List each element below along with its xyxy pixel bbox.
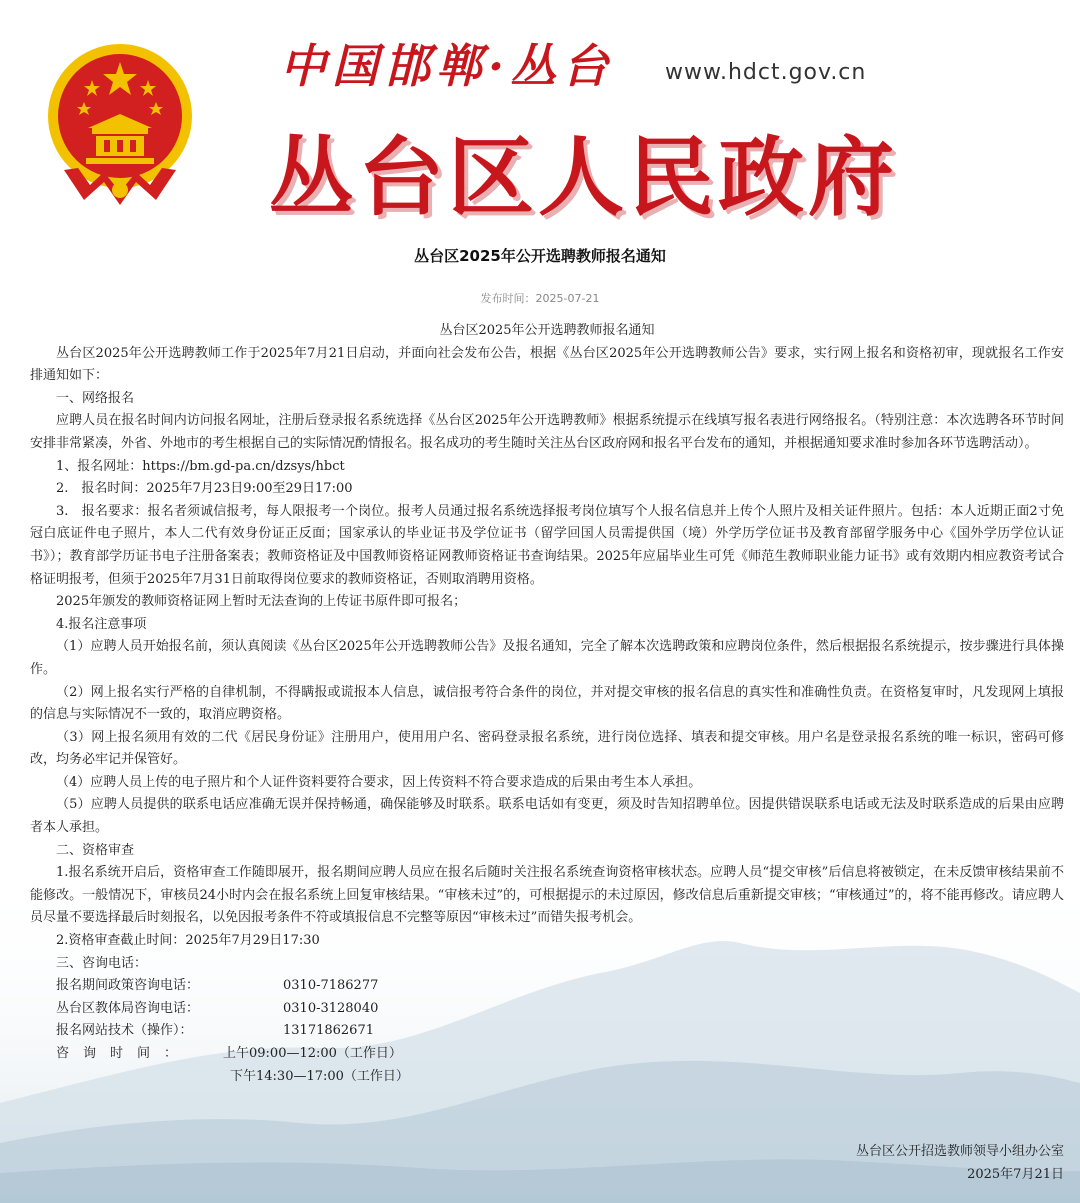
hours-morning: 上午09:00—12:00（工作日）	[223, 1046, 402, 1061]
signature-block	[856, 1141, 1064, 1186]
publish-info	[0, 290, 1080, 306]
paragraph: （3）网上报名须用有效的二代《居民身份证》注册用户，使用用户名、密码登录报名系统，进行岗位选择、填表和提交审核。用户名是登录报名系统的唯一标识，密码可修改，均务必牢记并保管好。	[30, 729, 1064, 768]
paragraph: 2025年颁发的教师资格证网上暂时无法查询的上传证书原件即可报名；	[56, 594, 467, 610]
tagline: 中国邯郸·丛台	[280, 39, 615, 93]
paragraph: （2）网上报名实行严格的自律机制，不得瞒报或谎报本人信息，诚信报考符合条件的岗位，并对提交审核的报名信息的真实性和准确性负责。在资格复审时，凡发现网上填报的信息与实际情况不一致的，取消应聘资格。	[30, 684, 1064, 723]
hours-afternoon: 下午14:30—17:00（工作日）	[230, 1068, 409, 1084]
contact-phone: 13171862671	[283, 1023, 374, 1039]
contact-row	[30, 975, 1064, 998]
contact-label: 报名网站技术（操作）：	[56, 1023, 193, 1039]
paragraph: 1.报名系统开启后，资格审查工作随即展开，报名期间应聘人员应在报名后随时关注报名系统查询资格审核状态。应聘人员“提交审核”后信息将被锁定，在未反馈审核结果前不能修改。一般情况下，审核员24小时内会在报名系统上回复审核结果。“审核未过”的，可根据提示的未过原因，修改信息后重新提交审核；“审核通过”的，将不能再修改。请应聘人员尽量不要选择最后时刻报名，以免因报考条件不符或填报信息不完整等原因“审核未过”而错失报考机会。	[30, 865, 1064, 926]
body-title: 丛台区2025年公开选聘教师报名通知	[439, 323, 655, 338]
paragraph: 应聘人员在报名时间内访问报名网址，注册后登录报名系统选择《丛台区2025年公开选聘教师》根据系统提示在线填写报名表进行网络报名。（特别注意：本次选聘各环节时间安排非常紧凑，外省、外地市的考生根据自己的实际情况酌情报名。报名成功的考生随时关注丛台区政府网和报名平台发布的通知，并根据通知要求准时参加各环节选聘活动）。	[30, 413, 1064, 451]
section-heading: 二、资格审查	[56, 842, 135, 858]
article-body	[30, 320, 1064, 1088]
hours-row	[30, 1043, 1064, 1066]
government-title: 丛台区人民政府	[268, 127, 898, 228]
hours-row	[30, 1066, 1064, 1089]
publish-label: 发布时间：	[480, 292, 536, 305]
publish-date: 2025-07-21	[535, 292, 600, 305]
paragraph: 2. 报名时间：2025年7月23日9:00至29日17:00	[56, 481, 353, 497]
paragraph: 丛台区2025年公开选聘教师工作于2025年7月21日启动，并面向社会发布公告，根据《丛台区2025年公开选聘教师公告》要求，实行网上报名和资格初审，现就报名工作安排通知如下：	[30, 345, 1064, 384]
signature-date: 2025年7月21日	[967, 1166, 1064, 1182]
contact-label: 报名期间政策咨询电话：	[56, 978, 200, 994]
site-url[interactable]: www.hdct.gov.cn	[665, 60, 867, 85]
contact-phone: 0310-7186277	[283, 978, 379, 994]
section-heading: 4.报名注意事项	[56, 616, 147, 632]
paragraph: （5）应聘人员提供的联系电话应准确无误并保持畅通，确保能够及时联系。联系电话如有变更，须及时告知招聘单位。因提供错误联系电话或无法及时联系造成的后果由应聘者本人承担。	[30, 797, 1064, 836]
contact-row	[30, 998, 1064, 1021]
site-header	[0, 0, 1080, 228]
paragraph: （4）应聘人员上传的电子照片和个人证件资料要符合要求，因上传资料不符合要求造成的后果由考生本人承担。	[56, 774, 702, 790]
national-emblem-icon	[44, 40, 196, 210]
contact-label: 丛台区教体局咨询电话：	[56, 1000, 200, 1016]
paragraph: 3. 报名要求：报名者须诚信报考，每人限报考一个岗位。报考人员通过报名系统选择报考岗位填写个人报名信息并上传个人照片及相关证件照片。包括：本人近期正面2寸免冠白底证件电子照片，本人二代有效身份证正反面；国家承认的毕业证书及学位证书（留学回国人员需提供国（境）外学历学位证书及教育部留学服务中心《国外学历学位认证书》）；教育部学历证书电子注册备案表；教师资格证及中国教师资格证网教师资格证书查询结果。2025年应届毕业生可凭《师范生教师职业能力证书》或有效期内相应教资考试合格证明报考，但须于2025年7月31日前取得岗位要求的教师资格证，否则取消聘用资格。	[30, 503, 1064, 587]
signature-org: 丛台区公开招选教师领导小组办公室	[855, 1144, 1064, 1159]
paragraph: （1）应聘人员开始报名前，须认真阅读《丛台区2025年公开选聘教师公告》及报名通知，完全了解本次选聘政策和应聘岗位条件，然后根据报名系统提示，按步骤进行具体操作。	[30, 639, 1064, 677]
contact-row	[30, 1020, 1064, 1043]
section-heading: 三、咨询电话：	[56, 955, 148, 971]
article-title: 丛台区2025年公开选聘教师报名通知	[414, 247, 666, 265]
hours-label: 咨询时间：	[56, 1046, 192, 1061]
section-heading: 一、网络报名	[56, 390, 135, 406]
registration-url[interactable]: 1、报名网址：https://bm.gd-pa.cn/dzsys/hbct	[56, 458, 345, 474]
contact-phone: 0310-3128040	[283, 1000, 379, 1016]
paragraph: 2.资格审查截止时间：2025年7月29日17:30	[56, 933, 320, 949]
